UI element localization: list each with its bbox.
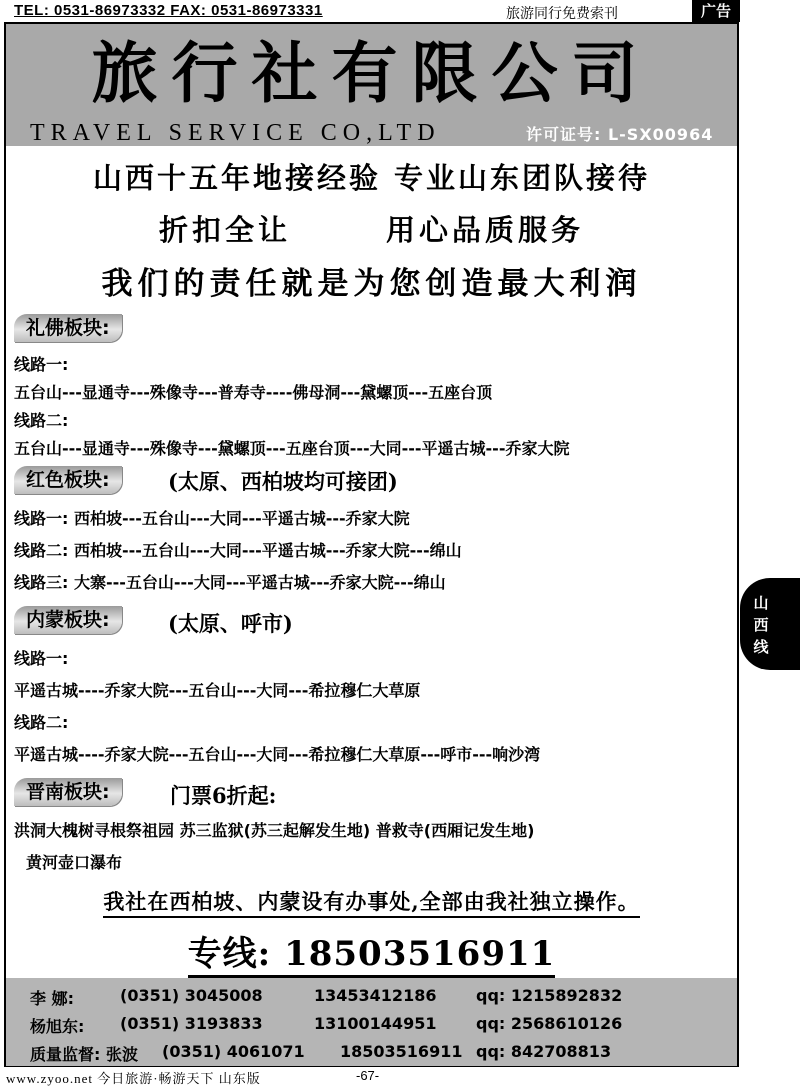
company-english-name: TRAVEL SERVICE CO,LTD <box>30 120 441 146</box>
contact-name: 杨旭东: <box>30 1017 85 1036</box>
attraction-list: 黄河壶口瀑布 <box>26 853 123 872</box>
slogan-discount-right: 用心品质服务 <box>386 213 585 247</box>
side-tab-char: 线 <box>753 638 769 656</box>
footer-site: www.zyoo.net 今日旅游·畅游天下 山东版 <box>6 1071 261 1086</box>
route-text: 线路一: 西柏坡---五台山---大同---平遥古城---乔家大院 <box>14 509 410 528</box>
section-tag-jinnan: 晋南板块: <box>14 778 122 806</box>
license-number: 许可证号: L-SX00964 <box>526 125 714 144</box>
route-text: 五台山---显通寺---殊像寺---黛螺顶---五座台顶---大同---平遥古城---乔家大院 <box>14 439 570 458</box>
route-text: 平遥古城----乔家大院---五台山---大同---希拉穆仁大草原 <box>14 681 421 700</box>
route-label: 线路一: <box>14 355 69 374</box>
page-footer <box>6 1068 741 1085</box>
tel-fax: TEL: 0531-86973332 FAX: 0531-86973331 <box>14 2 323 19</box>
publication-label: 旅游同行免费索刊 <box>506 6 618 22</box>
section-tag-mongolia: 内蒙板块: <box>14 606 122 634</box>
hotline <box>6 926 737 975</box>
contact-office-phone: (0351) 4061071 <box>162 1042 305 1061</box>
route-label: 线路一: <box>14 649 69 668</box>
contact-mobile: 13453412186 <box>314 986 437 1005</box>
slogan-experience: 山西十五年地接经验 专业山东团队接待 <box>92 161 651 195</box>
top-bar <box>0 0 800 22</box>
slogan-discount-left: 折扣全让 <box>158 213 291 247</box>
contact-office-phone: (0351) 3193833 <box>120 1014 263 1033</box>
contact-panel <box>6 978 737 1066</box>
section-note-red: (太原、西柏坡均可接团) <box>168 469 398 494</box>
route-label: 线路二: <box>14 713 69 732</box>
section-note-mongolia: (太原、呼市) <box>168 611 293 636</box>
section-note-jinnan: 门票6折起: <box>170 783 277 808</box>
section-tag-red: 红色板块: <box>14 466 122 494</box>
ad-badge: 广告 <box>692 0 740 22</box>
page-number: -67- <box>356 1068 380 1083</box>
office-statement-text: 我社在西柏坡、内蒙设有办事处,全部由我社独立操作。 <box>103 889 639 918</box>
office-statement <box>6 886 737 916</box>
hotline-text: 专线: 18503516911 <box>188 934 556 978</box>
contact-qq: qq: 842708813 <box>476 1042 612 1061</box>
contact-qq: qq: 1215892832 <box>476 986 623 1005</box>
side-tab-shanxi <box>740 578 800 670</box>
contact-qq: qq: 2568610126 <box>476 1014 623 1033</box>
route-text: 五台山---显通寺---殊像寺---普寿寺----佛母洞---黛螺顶---五座台顶 <box>14 383 493 402</box>
slogan-discount <box>6 208 737 249</box>
contact-office-phone: (0351) 3045008 <box>120 986 263 1005</box>
route-text: 线路三: 大寨---五台山---大同---平遥古城---乔家大院---绵山 <box>14 573 446 592</box>
route-text: 线路二: 西柏坡---五台山---大同---平遥古城---乔家大院---绵山 <box>14 541 462 560</box>
contact-name: 质量监督: 张波 <box>30 1045 138 1064</box>
section-tag-buddhist: 礼佛板块: <box>14 314 122 342</box>
route-text: 平遥古城----乔家大院---五台山---大同---希拉穆仁大草原---呼市---响沙湾 <box>14 745 541 764</box>
company-header <box>6 24 737 146</box>
contact-name: 李 娜: <box>30 989 74 1008</box>
side-tab-char: 山 <box>753 594 769 612</box>
attraction-list: 洪洞大槐树寻根祭祖园 苏三监狱(苏三起解发生地) 普救寺(西厢记发生地) <box>14 821 535 840</box>
side-tab-char: 西 <box>753 616 769 634</box>
route-label: 线路二: <box>14 411 69 430</box>
company-name: 旅行社有限公司 <box>91 35 652 112</box>
slogan-responsibility: 我们的责任就是为您创造最大利润 <box>101 266 642 302</box>
contact-mobile: 18503516911 <box>340 1042 463 1061</box>
contact-mobile: 13100144951 <box>314 1014 437 1033</box>
